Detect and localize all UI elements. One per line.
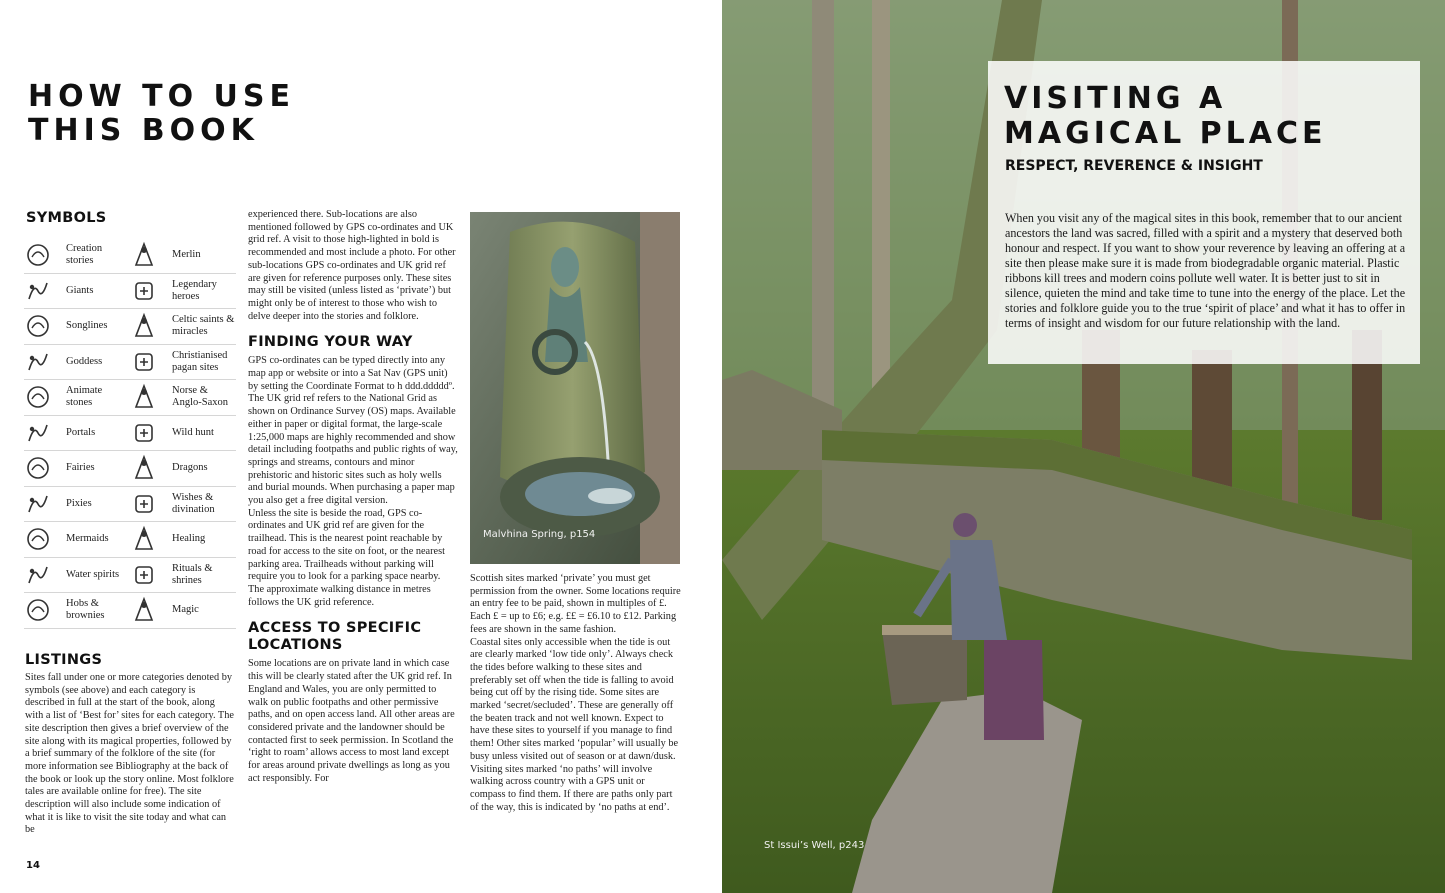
- symbol-item: [24, 490, 130, 518]
- photo-caption: Malvhina Spring, p154: [483, 529, 596, 540]
- symbol-label: Goddess: [66, 355, 103, 367]
- healing-icon: [130, 525, 158, 553]
- symbol-item: [130, 312, 236, 340]
- symbol-item: [24, 561, 130, 589]
- right-column: [470, 573, 682, 814]
- wishes-divination-icon: [130, 490, 158, 518]
- visiting-info-box: [988, 61, 1420, 364]
- symbol-label: Songlines: [66, 320, 108, 332]
- symbol-label: Legendary heroes: [172, 278, 217, 302]
- symbol-row: [24, 238, 236, 274]
- symbols-heading: SYMBOLS: [26, 210, 107, 226]
- symbol-label: Celtic saints & miracles: [172, 314, 235, 338]
- symbol-label: Giants: [66, 284, 94, 296]
- symbol-label: Magic: [172, 604, 199, 616]
- symbol-row: [24, 416, 236, 452]
- symbol-item: [130, 383, 236, 411]
- symbol-label: Hobs & brownies: [66, 598, 105, 622]
- wild-hunt-icon: [130, 419, 158, 447]
- coastal-sites-text: Coastal sites only accessible when the tide is out are clearly marked ‘low tide only’. Always check the tides before walking to these sites and preferably set off when the tide is falling to avoid being cut off by the rising tide. Some sites are marked ‘secret/secluded’. These are generally off the beaten track and not well known. Expect to have these sites to yourself if you manage to find them! Other sites marked ‘popular’ will usually be busy unless visited out of season or at dawn/dusk. Visiting sites marked ‘no paths’ will involve walking across country with a GPS unit or compass to find them. If there are paths only part of the way, this is indicated by ‘no paths at end’.: [470, 636, 679, 813]
- symbol-label: Pixies: [66, 497, 92, 509]
- symbol-item: [130, 454, 236, 482]
- visiting-subtitle: RESPECT, REVERENCE & INSIGHT: [1005, 158, 1263, 174]
- trailhead-text: Unless the site is beside the road, GPS co-ordinates and UK grid ref are given for the trailhead. This is the nearest point reachable by road for access to the site on foot, or the nearest parking area. Trailheads without parking will require you to look for a parking space nearby. The approximate walking distance in metres follows the UK grid reference.: [248, 507, 445, 608]
- creation-stories-icon: [24, 241, 52, 269]
- access-text: Some locations are on private land in which case this will be clearly stated after the UK grid ref. In England and Wales, you are only permitted to walk on public footpaths and other permissive paths, and on open access land. All other areas are considered private and the landowner should be contacted first to seek permission. In Scotland the ‘right to roam’ allows access to most land except for areas around private dwellings as long as you act responsibly. For: [248, 658, 455, 784]
- symbol-row: [24, 380, 236, 416]
- dragons-icon: [130, 454, 158, 482]
- symbol-item: [130, 561, 236, 589]
- finding-your-way-text: GPS co-ordinates can be typed directly into any map app or website or into a Sat Nav (GPS unit) by setting the Coordinate Format to h ddd.dddddº. The UK grid ref refers to the National Grid as shown on Ordinance Survey (OS) maps. Available either in paper or digital format, the large-scale 1:25,000 maps are highly recommended and show detail including footpaths and public rights of way, springs and streams, contours and minor prehistoric and historic sites such as holy wells and burial mounds. When purchasing a paper map you also get a free digital version.: [248, 355, 458, 507]
- symbol-label: Portals: [66, 426, 96, 438]
- left-page: [0, 0, 722, 893]
- visiting-title: VISITING A MAGICAL PLACE: [1004, 81, 1327, 151]
- magic-icon: [130, 596, 158, 624]
- visiting-body-text: When you visit any of the magical sites in this book, remember that to our ancient ancestors the land was sacred, filled with a spirit and a mystery that deserved both honour and respect. If you want to show your reverence by leaving an offering at a site then please make sure it is made from biodegradable organic material. Plastic ribbons kill trees and modern coins pollute well water. It is better just to sit in silence, quieten the mind and take time to tune into the energy of the place. Let the stories and folklore guide you to the true ‘spirit of place’ and what it has to offer in terms of insight and wisdom for our future relationship with the land.: [1005, 211, 1406, 330]
- symbol-item: [130, 241, 236, 269]
- listings-heading: LISTINGS: [25, 652, 103, 668]
- symbol-item: [24, 348, 130, 376]
- symbol-label: Mermaids: [66, 533, 109, 545]
- christianised-pagan-sites-icon: [130, 348, 158, 376]
- finding-your-way-heading: FINDING YOUR WAY: [248, 334, 413, 351]
- symbol-item: [24, 596, 130, 624]
- symbol-row: [24, 522, 236, 558]
- page-title: HOW TO USE THIS BOOK: [28, 79, 296, 148]
- sublocations-text: experienced there. Sub-locations are also mentioned followed by GPS co-ordinates and UK grid ref. A visit to those high-lighted in bold is recommended and most include a photo. For other sub-locations GPS co-ordinates and UK grid ref are given for reference purposes only. These sites may still be visited (unless listed as ‘private’) but might only be of interest to those who wish to delve deeper into the stories and folklore.: [248, 209, 456, 322]
- symbol-row: [24, 487, 236, 523]
- symbol-item: [130, 277, 236, 305]
- symbol-item: [24, 383, 130, 411]
- symbol-item: [130, 348, 236, 376]
- symbol-item: [24, 419, 130, 447]
- hobs-brownies-icon: [24, 596, 52, 624]
- symbol-label: Healing: [172, 533, 206, 545]
- symbol-label: Creation stories: [66, 243, 103, 267]
- giants-icon: [24, 277, 52, 305]
- middle-column: [248, 209, 458, 785]
- symbol-row: [24, 345, 236, 381]
- symbol-item: [24, 312, 130, 340]
- symbol-row: [24, 274, 236, 310]
- symbol-item: [130, 419, 236, 447]
- page-number: 14: [26, 860, 40, 871]
- symbol-item: [24, 525, 130, 553]
- symbol-label: Christianised pagan sites: [172, 349, 228, 373]
- symbol-item: [130, 490, 236, 518]
- symbol-label: Wishes & divination: [172, 491, 215, 515]
- spring-illustration: [470, 212, 680, 564]
- symbol-label: Water spirits: [66, 568, 120, 580]
- symbol-row: [24, 309, 236, 345]
- symbol-label: Animate stones: [66, 385, 103, 409]
- symbol-label: Dragons: [172, 462, 208, 474]
- songlines-icon: [24, 312, 52, 340]
- rituals-shrines-icon: [130, 561, 158, 589]
- symbol-item: [130, 525, 236, 553]
- symbol-item: [24, 454, 130, 482]
- legendary-heroes-icon: [130, 277, 158, 305]
- symbol-item: [130, 596, 236, 624]
- listings-text: Sites fall under one or more categories denoted by symbols (see above) and each category is described in full at the start of the book, along with a list of ‘Best for’ sites for each category. The site description then gives a brief overview of the site along with its magical properties, followed by a brief summary of the folklore of the site (for more information see Bibliography at the back of the book or look up the story online. Most folklore tales are available online for free). The site description will also include some indication of what it is like to visit the site today and what can be: [25, 672, 234, 836]
- mermaids-icon: [24, 525, 52, 553]
- symbol-item: [24, 241, 130, 269]
- goddess-icon: [24, 348, 52, 376]
- water-spirits-icon: [24, 561, 52, 589]
- symbol-row: [24, 451, 236, 487]
- well-photo-caption: St Issui’s Well, p243: [764, 840, 865, 851]
- access-heading: ACCESS TO SPECIFIC LOCATIONS: [248, 620, 422, 654]
- portals-icon: [24, 419, 52, 447]
- symbol-row: [24, 593, 236, 629]
- symbol-item: [24, 277, 130, 305]
- symbol-label: Merlin: [172, 249, 201, 261]
- pixies-icon: [24, 490, 52, 518]
- norse-anglo-saxon-icon: [130, 383, 158, 411]
- symbols-legend: [24, 238, 236, 629]
- animate-stones-icon: [24, 383, 52, 411]
- malvhina-spring-photo: [470, 212, 680, 564]
- fees-text: Scottish sites marked ‘private’ you must get permission from the owner. Some locations require an entry fee to be paid, shown in multiples of £. Each £ = up to £6; e.g. ££ = £6.10 to £12. Parking fees are shown in the same fashion.: [470, 573, 681, 635]
- celtic-saints-icon: [130, 312, 158, 340]
- symbol-label: Rituals & shrines: [172, 562, 213, 586]
- symbol-label: Fairies: [66, 462, 95, 474]
- fairies-icon: [24, 454, 52, 482]
- merlin-icon: [130, 241, 158, 269]
- symbol-label: Norse & Anglo-Saxon: [172, 385, 228, 409]
- symbol-label: Wild hunt: [172, 426, 214, 438]
- symbol-row: [24, 558, 236, 594]
